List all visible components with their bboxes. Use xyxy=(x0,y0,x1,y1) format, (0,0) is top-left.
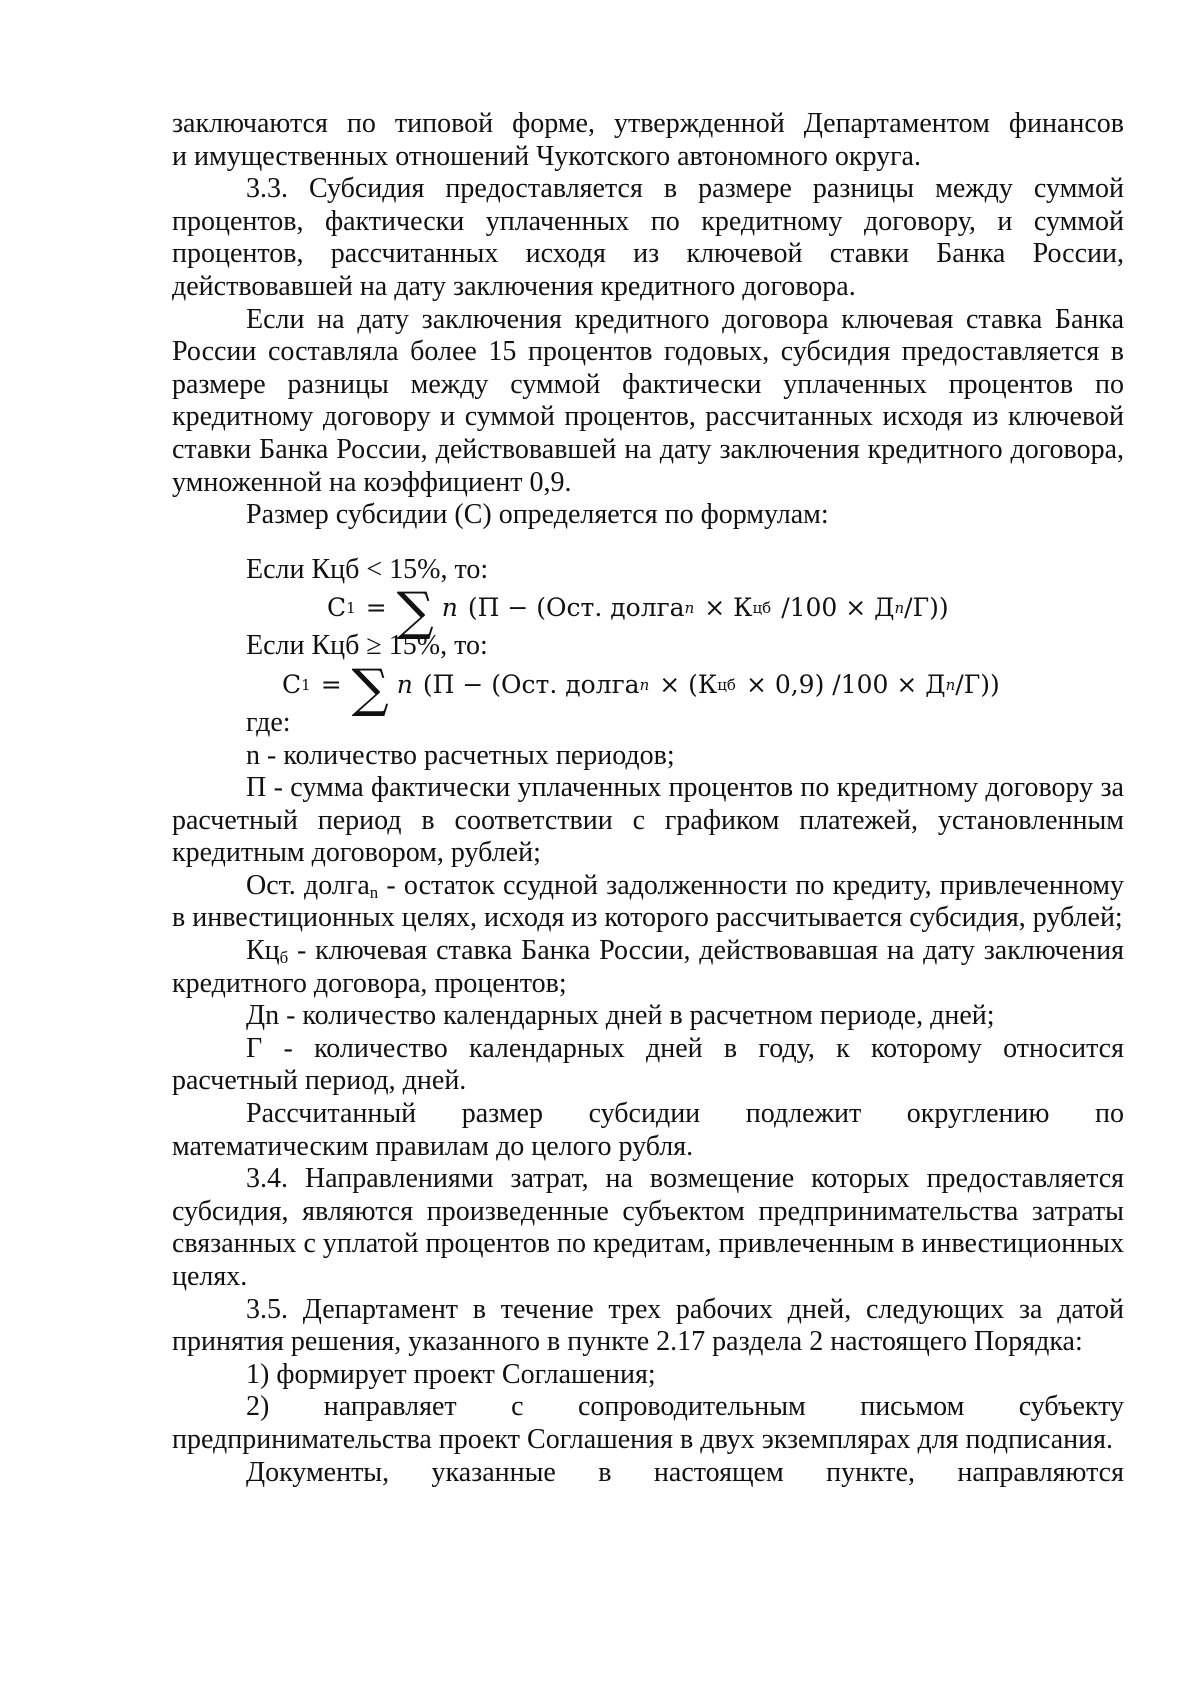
formula1-condition: Если Кцб < 15%, то: xyxy=(246,553,489,585)
ost-symbol: Ост. долга xyxy=(246,869,370,901)
summation-symbol: ∑ xyxy=(351,658,389,719)
definition-n: n - количество расчетных периодов; xyxy=(246,739,675,771)
paragraph-3-4: 3.4. Направлениями затрат, на возмещение которых предоставляется субсидия, являются произведенные субъектом предпринимательства затраты связанных с уплатой процентов по кредитам, привлеченным в инвестиционных целях. xyxy=(172,1163,1124,1292)
list-item-1: 1) формирует проект Соглашения; xyxy=(246,1358,656,1390)
formula1-end: /Г)) xyxy=(904,593,949,623)
paragraph-continuation-line2: и имущественных отношений Чукотского автономного округа. xyxy=(172,140,921,172)
formula2-principal: (П − (Ост. долга xyxy=(422,669,640,699)
kcb-symbol: Кц xyxy=(246,935,280,967)
list-item-2: 2) направляет с сопроводительным письмом субъекту предпринимательства проект Соглашения в двух экземплярах для подписания. xyxy=(172,1391,1124,1455)
paragraph-3-5: 3.5. Департамент в течение трех рабочих дней, следующих за датой принятия решения, указанного в пункте 2.17 раздела 2 настоящего Порядка: xyxy=(172,1293,1124,1358)
formula1-days: /100 × Д xyxy=(781,593,895,623)
definition-dn: Дn - количество календарных дней в расчетном периоде, дней; xyxy=(246,1000,995,1032)
ost-subscript: n xyxy=(369,883,379,903)
paragraph-documents: Документы, указанные в настоящем пункте, направляются xyxy=(246,1456,1124,1488)
paragraph-rounding: Рассчитанный размер субсидии подлежит округлению по математическим правилам до целого рубля. xyxy=(172,1098,1124,1162)
formula2: С 1 = ∑ n (П − (Ост. долга n × (К цб × 0,9) /100 × Д n /Г)) xyxy=(282,658,1000,719)
paragraph-3-3: 3.3. Субсидия предоставляется в размере разницы между суммой процентов, фактически уплаченных по кредитному договору, и суммой процентов, рассчитанных исходя из ключевой ставки Банка России, действовавшей на дату заключения кредитного договора. xyxy=(172,173,1124,302)
kcb-subscript: б xyxy=(279,948,289,968)
formula2-equals: = xyxy=(320,669,342,699)
formula1-equals: = xyxy=(365,593,387,623)
definition-ost xyxy=(172,870,1124,935)
formula1: С 1 = ∑ n (П − (Ост. долга n × К цб /100 × Д n /Г)) xyxy=(327,582,949,643)
ost-text: - остаток ссудной задолженности по кредиту, привлеченному в инвестиционных целях, исходя из которого рассчитывается субсидия, рублей; xyxy=(172,869,1124,934)
formula2-coefficient: × 0,9) /100 × Д xyxy=(745,669,946,699)
formula1-n: n xyxy=(441,593,458,623)
paragraph-key-rate-over-15: Если на дату заключения кредитного договора ключевая ставка Банка России составляла более 15 процентов годовых, субсидия предоставляется в размере разницы между суммой фактически уплаченных процентов по кредитному договору и суммой процентов, рассчитанных исходя из ключевой ставки Банка России, действовавшей на дату заключения кредитного договора, умноженной на коэффициент 0,9. xyxy=(172,303,1124,498)
kcb-text: - ключевая ставка Банка России, действовавшая на дату заключения кредитного договора, процентов; xyxy=(172,935,1124,999)
definition-kcb xyxy=(172,935,1124,1000)
formula2-n: n xyxy=(396,669,413,699)
where-label: где: xyxy=(246,706,291,738)
formula2-key-rate: × (К xyxy=(659,669,718,699)
paragraph-formula-intro: Размер субсидии (С) определяется по формулам: xyxy=(246,499,829,531)
formula2-condition: Если Кцб ≥ 15%, то: xyxy=(246,630,488,662)
definition-p: П - сумма фактически уплаченных процентов по кредитному договору за расчетный период в соответствии с графиком платежей, установленным кредитным договором, рублей; xyxy=(172,772,1124,869)
paragraph-continuation-line1: заключаются по типовой форме, утвержденной Департаментом финансов xyxy=(172,108,1124,139)
summation-symbol: ∑ xyxy=(396,582,434,643)
formula2-end: /Г)) xyxy=(955,669,1000,699)
definition-g: Г - количество календарных дней в году, к которому относится расчетный период, дней. xyxy=(172,1032,1124,1097)
formula1-principal: (П − (Ост. долга xyxy=(467,593,685,623)
formula1-key-rate: × К xyxy=(704,593,753,623)
spacer xyxy=(172,532,1124,554)
formula2-lhs: С xyxy=(282,669,302,699)
formula1-lhs: С xyxy=(327,593,347,623)
